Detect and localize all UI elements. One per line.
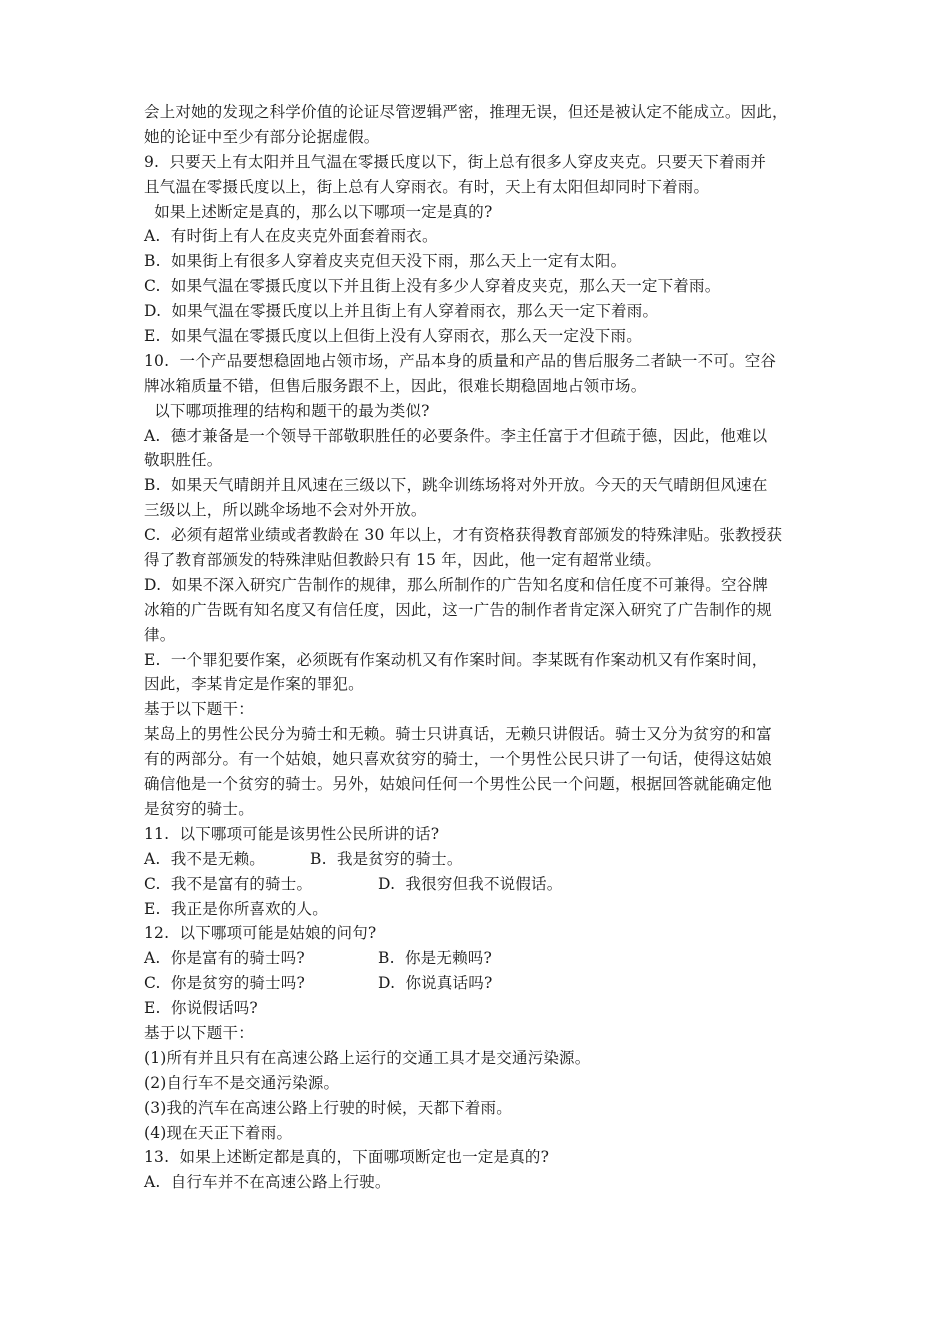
question-11-options-row-1 <box>144 847 812 872</box>
question-12-option-a: A. 你是富有的骑士吗? <box>144 949 305 968</box>
question-9-option-c: C. 如果气温在零摄氏度以下并且街上没有多少人穿着皮夹克，那么天一定下着雨。 <box>144 277 721 296</box>
passage-line: 是贫穷的骑士。 <box>144 799 254 818</box>
passage-line: 有的两部分。有一个姑娘，她只喜欢贫穷的骑士，一个男性公民只讲了一句话，使得这姑娘 <box>144 750 773 769</box>
question-9-option-d: D. 如果气温在零摄氏度以上并且街上有人穿着雨衣，那么天一定下着雨。 <box>144 302 659 321</box>
text-line: 因此，李某肯定是作案的罪犯。 <box>144 675 364 694</box>
question-12-option-d: D. 你说真话吗? <box>378 974 493 993</box>
premise-1: (1)所有并且只有在高速公路上运行的交通工具才是交通污染源。 <box>144 1048 591 1067</box>
question-10-option-e: E. 一个罪犯要作案，必须既有作案动机又有作案时间。李某既有作案动机又有作案时间， <box>144 650 768 669</box>
text-line: 牌冰箱质量不错，但售后服务跟不上，因此，很难长期稳固地占领市场。 <box>144 376 647 395</box>
question-10-option-c: C. 必须有超常业绩或者教龄在 30 年以上，才有资格获得教育部颁发的特殊津贴。张教授获 <box>144 526 783 545</box>
question-9-option-b: B. 如果街上有很多人穿着皮夹克但天没下雨，那么天上一定有太阳。 <box>144 252 627 271</box>
question-11-option-d: D. 我很穷但我不说假话。 <box>378 874 563 893</box>
question-11-option-b: B. 我是贫穷的骑士。 <box>310 849 463 868</box>
document-body <box>144 100 812 1195</box>
premise-2: (2)自行车不是交通污染源。 <box>144 1073 340 1092</box>
question-9-stem: 9. 只要天上有太阳并且气温在零摄氏度以下，街上总有很多人穿皮夹克。只要天下着雨并 <box>144 152 767 171</box>
text-line: 得了教育部颁发的特殊津贴但教龄只有 15 年，因此，他一定有超常业绩。 <box>144 551 662 570</box>
passage-line: 确信他是一个贫穷的骑士。另外，姑娘问任何一个男性公民一个问题，根据回答就能确定他 <box>144 775 773 794</box>
passage-line: 某岛上的男性公民分为骑士和无赖。骑士只讲真话，无赖只讲假话。骑士又分为贫穷的和富 <box>144 725 773 744</box>
question-10-stem: 10. 一个产品要想稳固地占领市场，产品本身的质量和产品的售后服务二者缺一不可。空谷 <box>144 351 777 370</box>
question-12-option-e: E. 你说假话吗? <box>144 999 258 1018</box>
text-line: 冰箱的广告既有知名度又有信任度，因此，这一广告的制作者肯定深入研究了广告制作的规 <box>144 600 773 619</box>
text-line: 三级以上，所以跳伞场地不会对外开放。 <box>144 501 427 520</box>
premise-3: (3)我的汽车在高速公路上行驶的时候，天都下着雨。 <box>144 1098 512 1117</box>
question-11-stem: 11. 以下哪项可能是该男性公民所讲的话? <box>144 824 440 843</box>
text-line: 且气温在零摄氏度以上，街上总有人穿雨衣。有时，天上有太阳但却同时下着雨。 <box>144 177 710 196</box>
question-10-option-a: A. 德才兼备是一个领导干部敬职胜任的必要条件。李主任富于才但疏于德，因此，他难以 <box>144 426 768 445</box>
premise-4: (4)现在天正下着雨。 <box>144 1123 293 1142</box>
question-11-option-a: A. 我不是无赖。 <box>144 849 265 868</box>
question-10-option-b: B. 如果天气晴朗并且风速在三级以下，跳伞训练场将对外开放。今天的天气晴朗但风速在 <box>144 476 768 495</box>
question-11-option-c: C. 我不是富有的骑士。 <box>144 874 313 893</box>
question-10-option-d: D. 如果不深入研究广告制作的规律，那么所制作的广告知名度和信任度不可兼得。空谷牌 <box>144 575 769 594</box>
text-line: 律。 <box>144 625 176 644</box>
question-9-option-a: A. 有时街上有人在皮夹克外面套着雨衣。 <box>144 227 438 246</box>
question-11-options-row-2 <box>144 872 812 897</box>
section-heading: 基于以下题干： <box>144 700 254 719</box>
question-12-options-row-2 <box>144 971 812 996</box>
question-11-option-e: E. 我正是你所喜欢的人。 <box>144 899 328 918</box>
question-12-options-row-1 <box>144 946 812 971</box>
text-line: 她的论证中至少有部分论据虚假。 <box>144 127 380 146</box>
question-10-prompt: 以下哪项推理的结构和题干的最为类似? <box>144 401 430 420</box>
text-line: 敬职胜任。 <box>144 451 223 470</box>
question-12-option-c: C. 你是贫穷的骑士吗? <box>144 974 305 993</box>
section-heading: 基于以下题干： <box>144 1023 254 1042</box>
question-13-option-a: A. 自行车并不在高速公路上行驶。 <box>144 1173 391 1192</box>
question-12-stem: 12. 以下哪项可能是姑娘的问句? <box>144 924 377 943</box>
question-13-stem: 13. 如果上述断定都是真的，下面哪项断定也一定是真的? <box>144 1148 550 1167</box>
question-9-option-e: E. 如果气温在零摄氏度以上但街上没有人穿雨衣，那么天一定没下雨。 <box>144 327 642 346</box>
text-line: 会上对她的发现之科学价值的论证尽管逻辑严密，推理无误，但还是被认定不能成立。因此， <box>144 103 788 121</box>
question-9-prompt: 如果上述断定是真的，那么以下哪项一定是真的? <box>144 202 493 221</box>
question-12-option-b: B. 你是无赖吗? <box>378 949 492 968</box>
